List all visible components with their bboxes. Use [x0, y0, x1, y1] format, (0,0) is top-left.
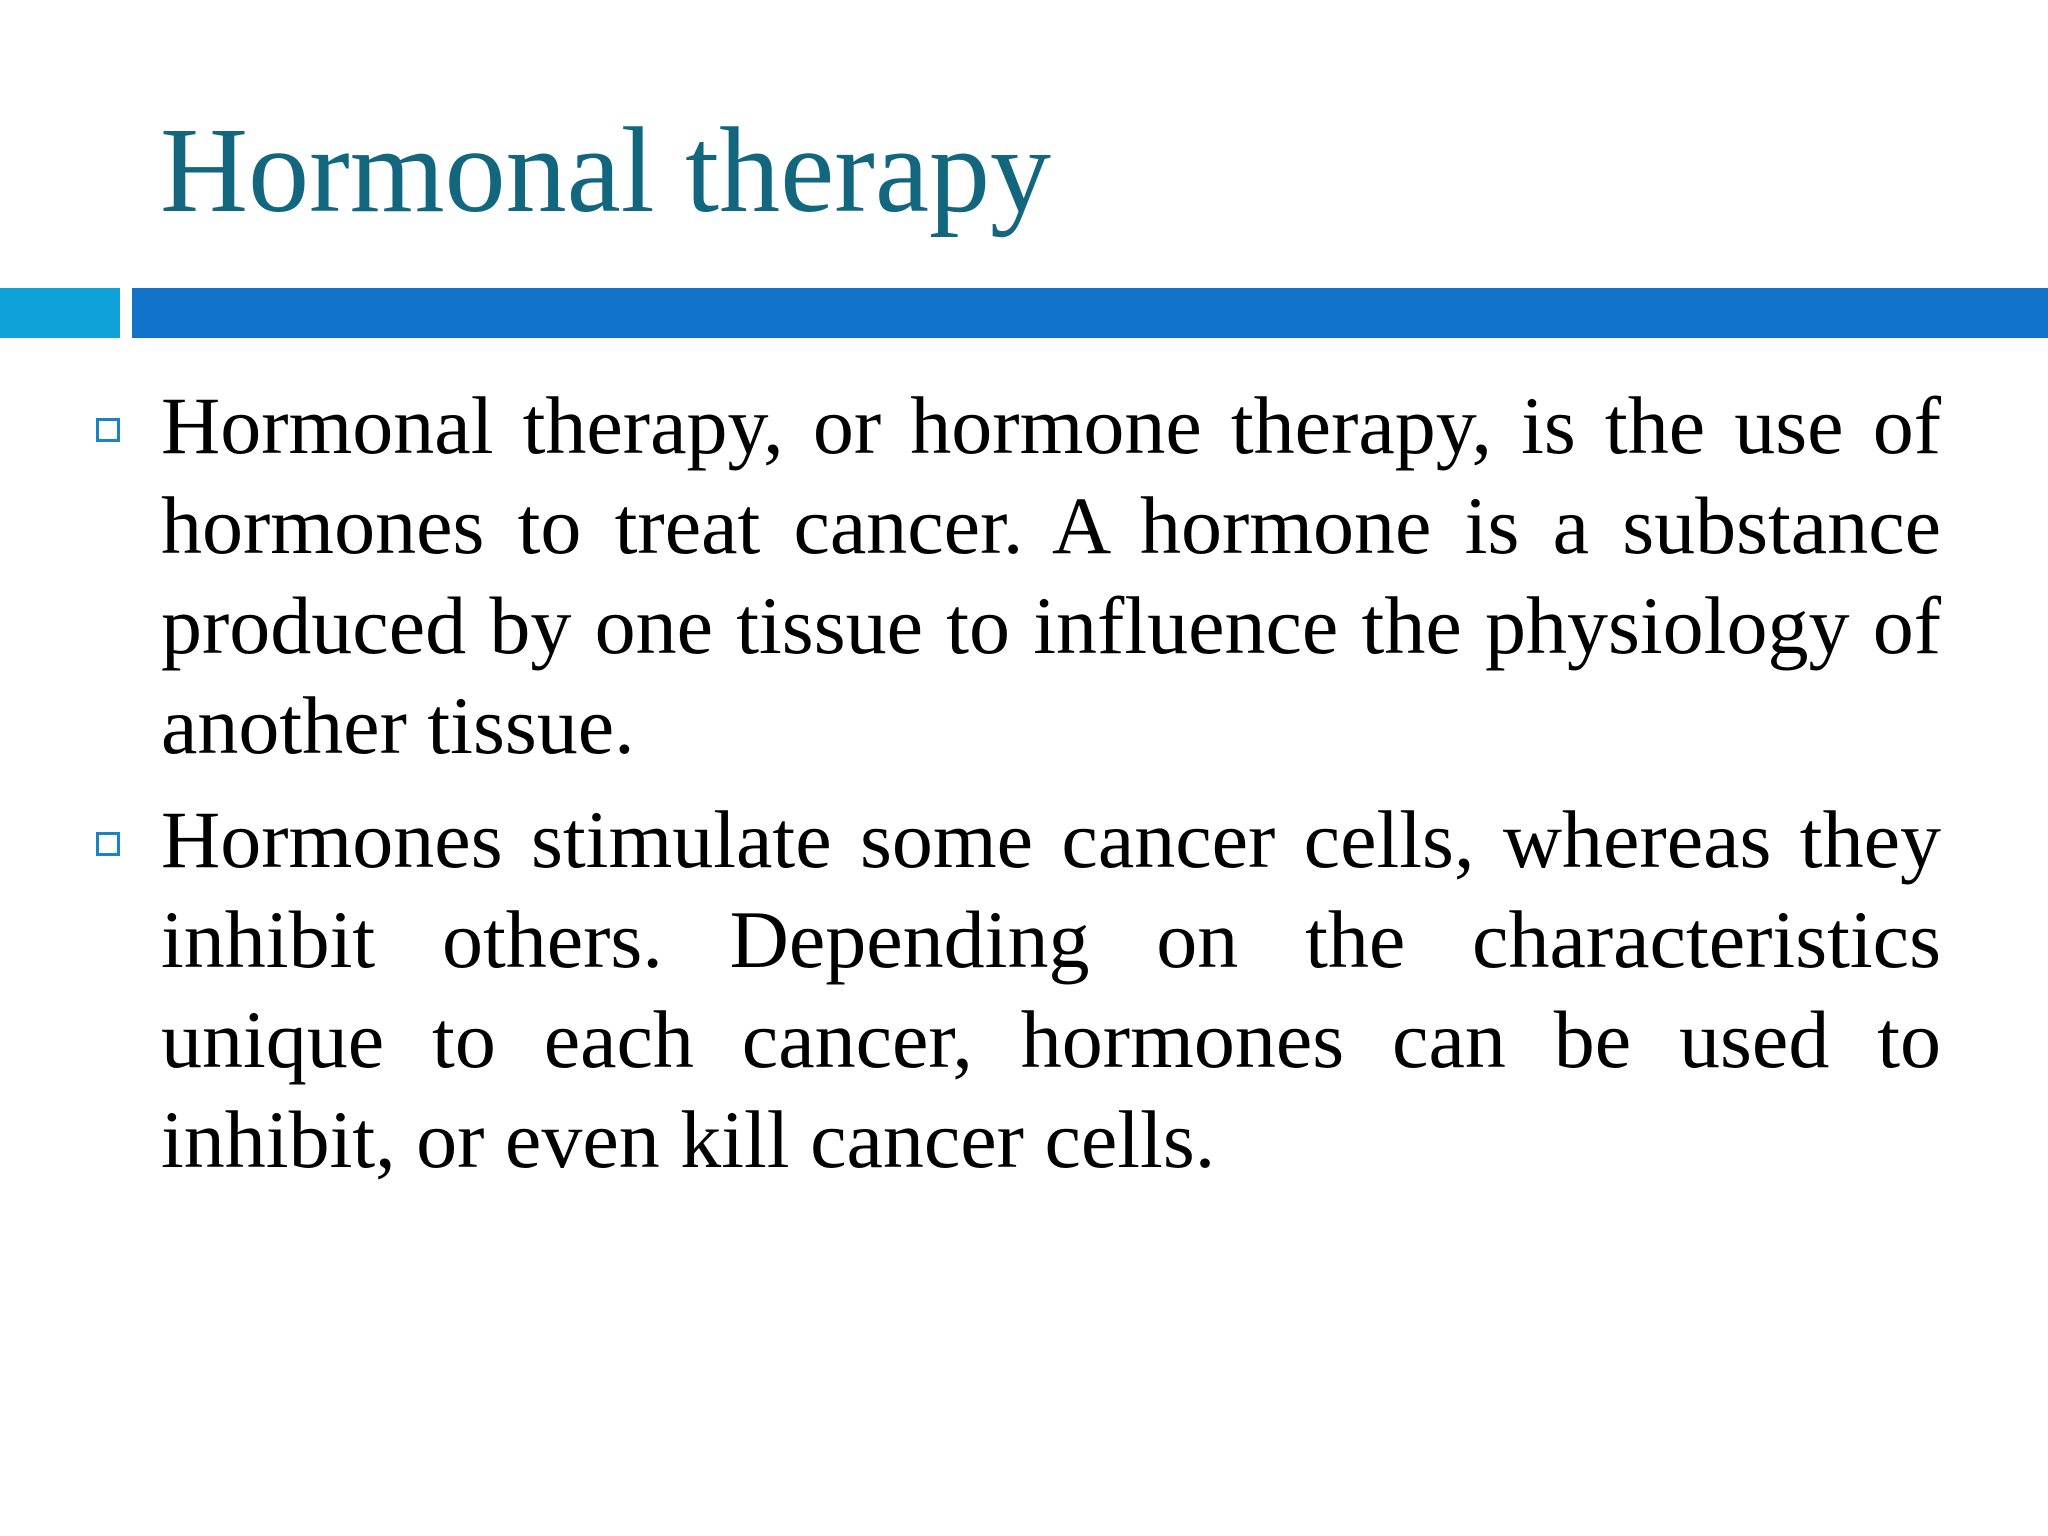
slide-title: Hormonal therapy — [160, 103, 1051, 238]
bullet-list — [0, 376, 2048, 1204]
hollow-square-bullet-icon — [96, 832, 120, 856]
bullet-item — [0, 790, 2048, 1190]
bullet-text: Hormonal therapy, or hormone therapy, is the use of hormones to treat cancer. A hormone is a substance produced by one tissue to influence the physiology of another tissue. — [161, 380, 1941, 771]
header-band — [132, 288, 2048, 338]
bullet-text: Hormones stimulate some cancer cells, whereas they inhibit others. Depending on the characteristics unique to each cancer, hormones can be used to inhibit, or even kill cancer cells. — [161, 794, 1941, 1185]
bullet-item — [0, 376, 2048, 776]
header-band-accent — [0, 288, 120, 338]
hollow-square-bullet-icon — [96, 418, 120, 442]
